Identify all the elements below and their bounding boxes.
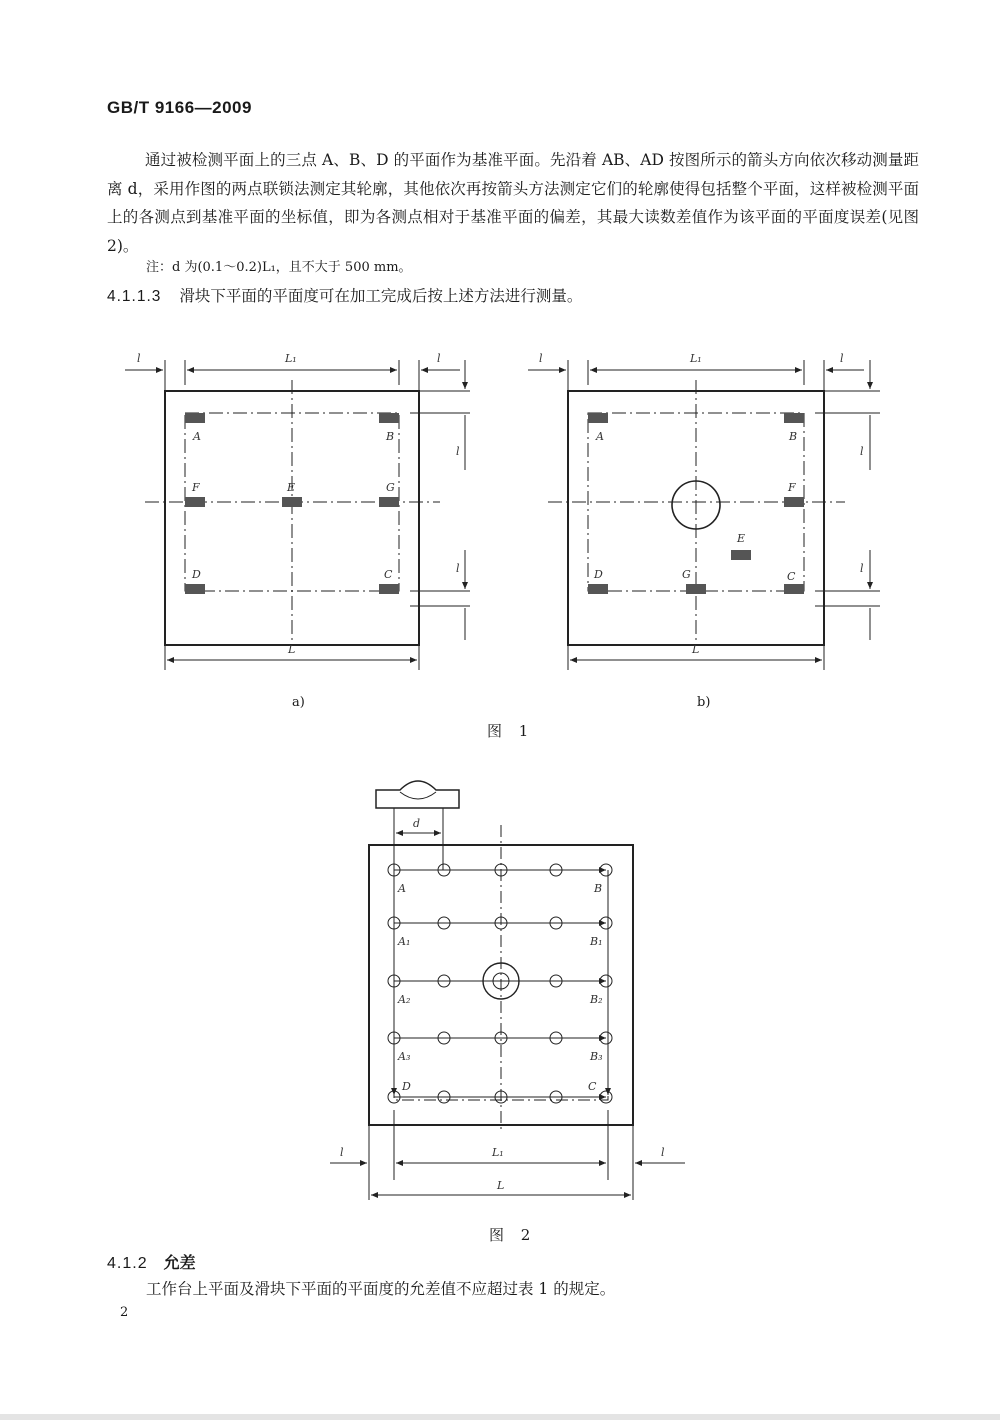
point-label: A: [193, 430, 201, 443]
point-label: A: [596, 430, 604, 443]
figure-1: [0, 340, 1000, 680]
dim-label: d: [413, 817, 421, 830]
dim-label: L₁: [690, 352, 702, 365]
clause-text: 滑块下平面的平面度可在加工完成后按上述方法进行测量。: [179, 287, 583, 305]
row-label-right: B₂: [590, 993, 603, 1006]
clause-4-1-1-3: [107, 284, 582, 306]
row-label-left: D: [402, 1080, 411, 1093]
row-label-right: B₁: [590, 935, 603, 948]
dim-label: l: [437, 352, 441, 365]
point-label: G: [682, 568, 691, 581]
row-label-left: A₃: [398, 1050, 411, 1063]
figure-2-caption: 图 2: [489, 1226, 537, 1244]
row-label-right: B: [594, 882, 603, 895]
section-title: 允差: [163, 1253, 196, 1272]
section-4-1-2: [107, 1250, 196, 1273]
point-label: C: [384, 568, 393, 581]
dim-label: L₁: [285, 352, 297, 365]
figure-2: [0, 770, 1000, 1210]
gauge-icon: [376, 781, 459, 808]
point-label: B: [386, 430, 395, 443]
dim-label: l: [661, 1146, 665, 1159]
point-label: C: [787, 570, 796, 583]
body-paragraph: 通过被检测平面上的三点 A、B、D 的平面作为基准平面。先沿着 AB、AD 按图所示的箭头方向依次移动测量距离 d，采用作图的两点联锁法测定其轮廓，其他依次再按箭头方法测定它们的轮廓使得包括整个平面，这样被检测平面上的各测点到基准平面的坐标值，即为各测点相对于基准平面的偏差，其最大读数差值作为该平面的平面度误差(见图 2)。: [107, 151, 919, 255]
section-number: 4.1.2: [107, 1255, 148, 1272]
page-number: 2: [120, 1305, 129, 1320]
dim-label: l: [840, 352, 844, 365]
row-label-right: C: [588, 1080, 597, 1093]
point-label: D: [594, 568, 603, 581]
dim-label: l: [456, 445, 460, 458]
dim-label: l: [340, 1146, 344, 1159]
row-label-right: B₃: [590, 1050, 603, 1063]
dim-label: l: [539, 352, 543, 365]
dim-label: L: [497, 1179, 505, 1192]
dim-label: L: [692, 643, 700, 656]
point-label: B: [789, 430, 798, 443]
figure-1-caption: 图 1: [487, 722, 535, 740]
point-label: F: [192, 481, 200, 494]
row-label-left: A₂: [398, 993, 411, 1006]
point-label: E: [287, 481, 296, 494]
point-label: G: [386, 481, 395, 494]
point-label: F: [788, 481, 796, 494]
figure-1a-caption: a): [292, 695, 305, 710]
dim-label: L: [288, 643, 296, 656]
row-label-left: A: [398, 882, 406, 895]
dim-label: l: [860, 445, 864, 458]
point-label: E: [737, 532, 746, 545]
dim-label: l: [860, 562, 864, 575]
figure-2-drawing: [330, 781, 685, 1200]
section-body: 工作台上平面及滑块下平面的平面度的允差值不应超过表 1 的规定。: [146, 1280, 616, 1298]
point-label: D: [192, 568, 201, 581]
figure-1b-caption: b): [697, 695, 711, 710]
dim-label: l: [137, 352, 141, 365]
clause-number: 4.1.1.3: [107, 288, 162, 305]
figure-1b: [528, 360, 880, 670]
note: 注：d 为(0.1～0.2)L₁，且不大于 500 mm。: [146, 260, 412, 275]
standard-number: GB/T 9166—2009: [107, 98, 252, 117]
bottom-divider: [0, 1414, 1000, 1420]
row-label-left: A₁: [398, 935, 411, 948]
dim-label: L₁: [492, 1146, 504, 1159]
figure-1a: [125, 360, 470, 670]
dim-label: l: [456, 562, 460, 575]
